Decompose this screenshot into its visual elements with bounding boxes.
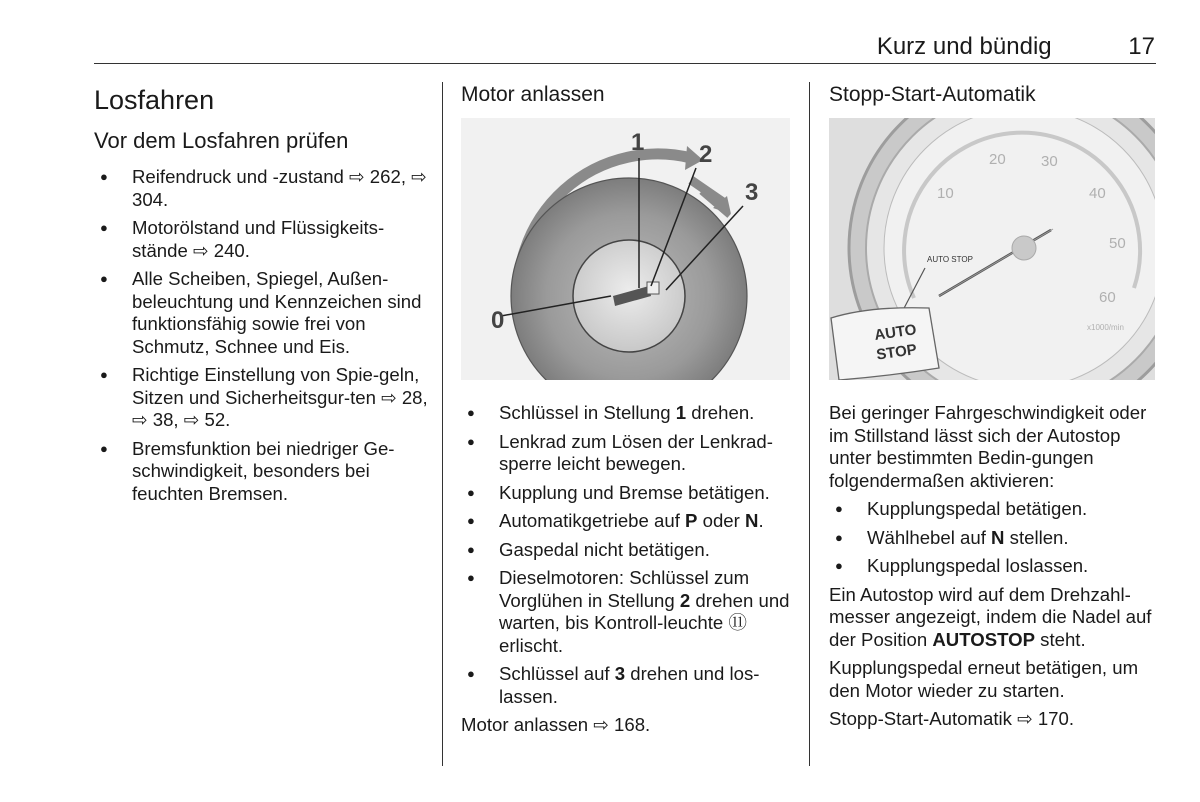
- ignition-lock-illustration: [461, 118, 790, 380]
- column-losfahren: [94, 82, 434, 511]
- page-header: [877, 33, 1155, 61]
- position-label-3: 3: [745, 179, 759, 206]
- heading-motor-anlassen: Motor anlassen: [461, 83, 605, 106]
- autostop-steps: [829, 498, 1159, 578]
- tachometer-figure: [829, 118, 1155, 380]
- list-item: ● Wählhebel auf N stellen.: [829, 527, 1159, 550]
- tick-label: 60: [1099, 289, 1116, 306]
- autostop-marker: AUTO STOP: [927, 255, 973, 264]
- list-item: ● Automatikgetriebe auf P oder N.: [461, 510, 796, 533]
- intro-paragraph: Bei geringer Fahrgeschwindigkeit oder im Stillstand lässt sich der Autostop unter bestimmten Bedin-gungen folgendermaßen aktivieren:: [829, 402, 1147, 491]
- tick-label: 10: [937, 185, 954, 202]
- position-label-0: 0: [491, 307, 505, 334]
- restart-paragraph: Kupplungspedal erneut betätigen, um den Motor wieder zu starten.: [829, 657, 1139, 701]
- page-number: 17: [1128, 33, 1155, 60]
- list-item: ● Dieselmotoren: Schlüssel zum Vorglühen in Stellung 2 drehen und warten, bis Kontroll-leuchte ⑪ erlischt.: [461, 567, 796, 657]
- subheading-vor-dem-losfahren: Vor dem Losfahren prüfen: [94, 128, 349, 153]
- list-item: ● Schlüssel auf 3 drehen und los-lassen.: [461, 663, 796, 708]
- column-divider-2: [809, 82, 810, 766]
- position-label-2: 2: [699, 141, 713, 168]
- list-item: ● Kupplung und Bremse betätigen.: [461, 482, 796, 505]
- rpm-unit-label: x1000/min: [1087, 323, 1124, 332]
- tick-label: 30: [1041, 153, 1058, 170]
- zoom-label-stop: STOP: [875, 341, 918, 364]
- tick-label: 20: [989, 151, 1006, 168]
- list-item: ● Motorölstand und Flüssigkeits-stände ⇨ 240.: [94, 217, 434, 262]
- heading-stopp-start: Stopp-Start-Automatik: [829, 83, 1036, 106]
- list-item: ● Alle Scheiben, Spiegel, Außen-beleuchtung und Kennzeichen sind funktionsfähig sowie frei von Schmutz, Schnee und Eis.: [94, 268, 434, 358]
- tick-label: 40: [1089, 185, 1106, 202]
- tick-label: 50: [1109, 235, 1126, 252]
- list-item: ● Richtige Einstellung von Spie-geln, Sitzen und Sicherheitsgur-ten ⇨ 28, ⇨ 38, ⇨ 52.: [94, 364, 434, 432]
- list-item: ● Gaspedal nicht betätigen.: [461, 539, 796, 562]
- header-divider: [94, 63, 1156, 64]
- cross-reference: Motor anlassen ⇨ 168.: [461, 714, 651, 735]
- key-tip: [647, 282, 659, 294]
- start-steps: [461, 402, 796, 708]
- list-item: ● Schlüssel in Stellung 1 drehen.: [461, 402, 796, 425]
- cross-reference: Stopp-Start-Automatik ⇨ 170.: [829, 708, 1075, 729]
- column-divider-1: [442, 82, 443, 766]
- list-item: ● Lenkrad zum Lösen der Lenkrad-sperre leicht bewegen.: [461, 431, 796, 476]
- column-motor-anlassen: [461, 82, 796, 743]
- autostop-indicator-paragraph: Ein Autostop wird auf dem Drehzahl-messer angezeigt, indem die Nadel auf der Position AUTOSTOP steht.: [829, 583, 1152, 650]
- list-item: ● Bremsfunktion bei niedriger Ge-schwindigkeit, besonders bei feuchten Bremsen.: [94, 438, 434, 506]
- list-item: ● Kupplungspedal loslassen.: [829, 555, 1159, 578]
- column-stopp-start: [829, 82, 1159, 737]
- position-label-1: 1: [631, 129, 645, 156]
- list-item: ● Kupplungspedal betätigen.: [829, 498, 1159, 521]
- tachometer-illustration: [829, 118, 1155, 380]
- section-title: Kurz und bündig: [876, 33, 1052, 60]
- needle-hub: [1012, 236, 1036, 260]
- list-item: ● Reifendruck und -zustand ⇨ 262, ⇨ 304.: [94, 166, 434, 211]
- autostop-zoom-callout: [831, 308, 939, 380]
- heading-losfahren: Losfahren: [94, 85, 215, 115]
- zoom-label-auto: AUTO: [873, 321, 918, 344]
- ignition-figure: [461, 118, 790, 380]
- checklist: [94, 166, 434, 505]
